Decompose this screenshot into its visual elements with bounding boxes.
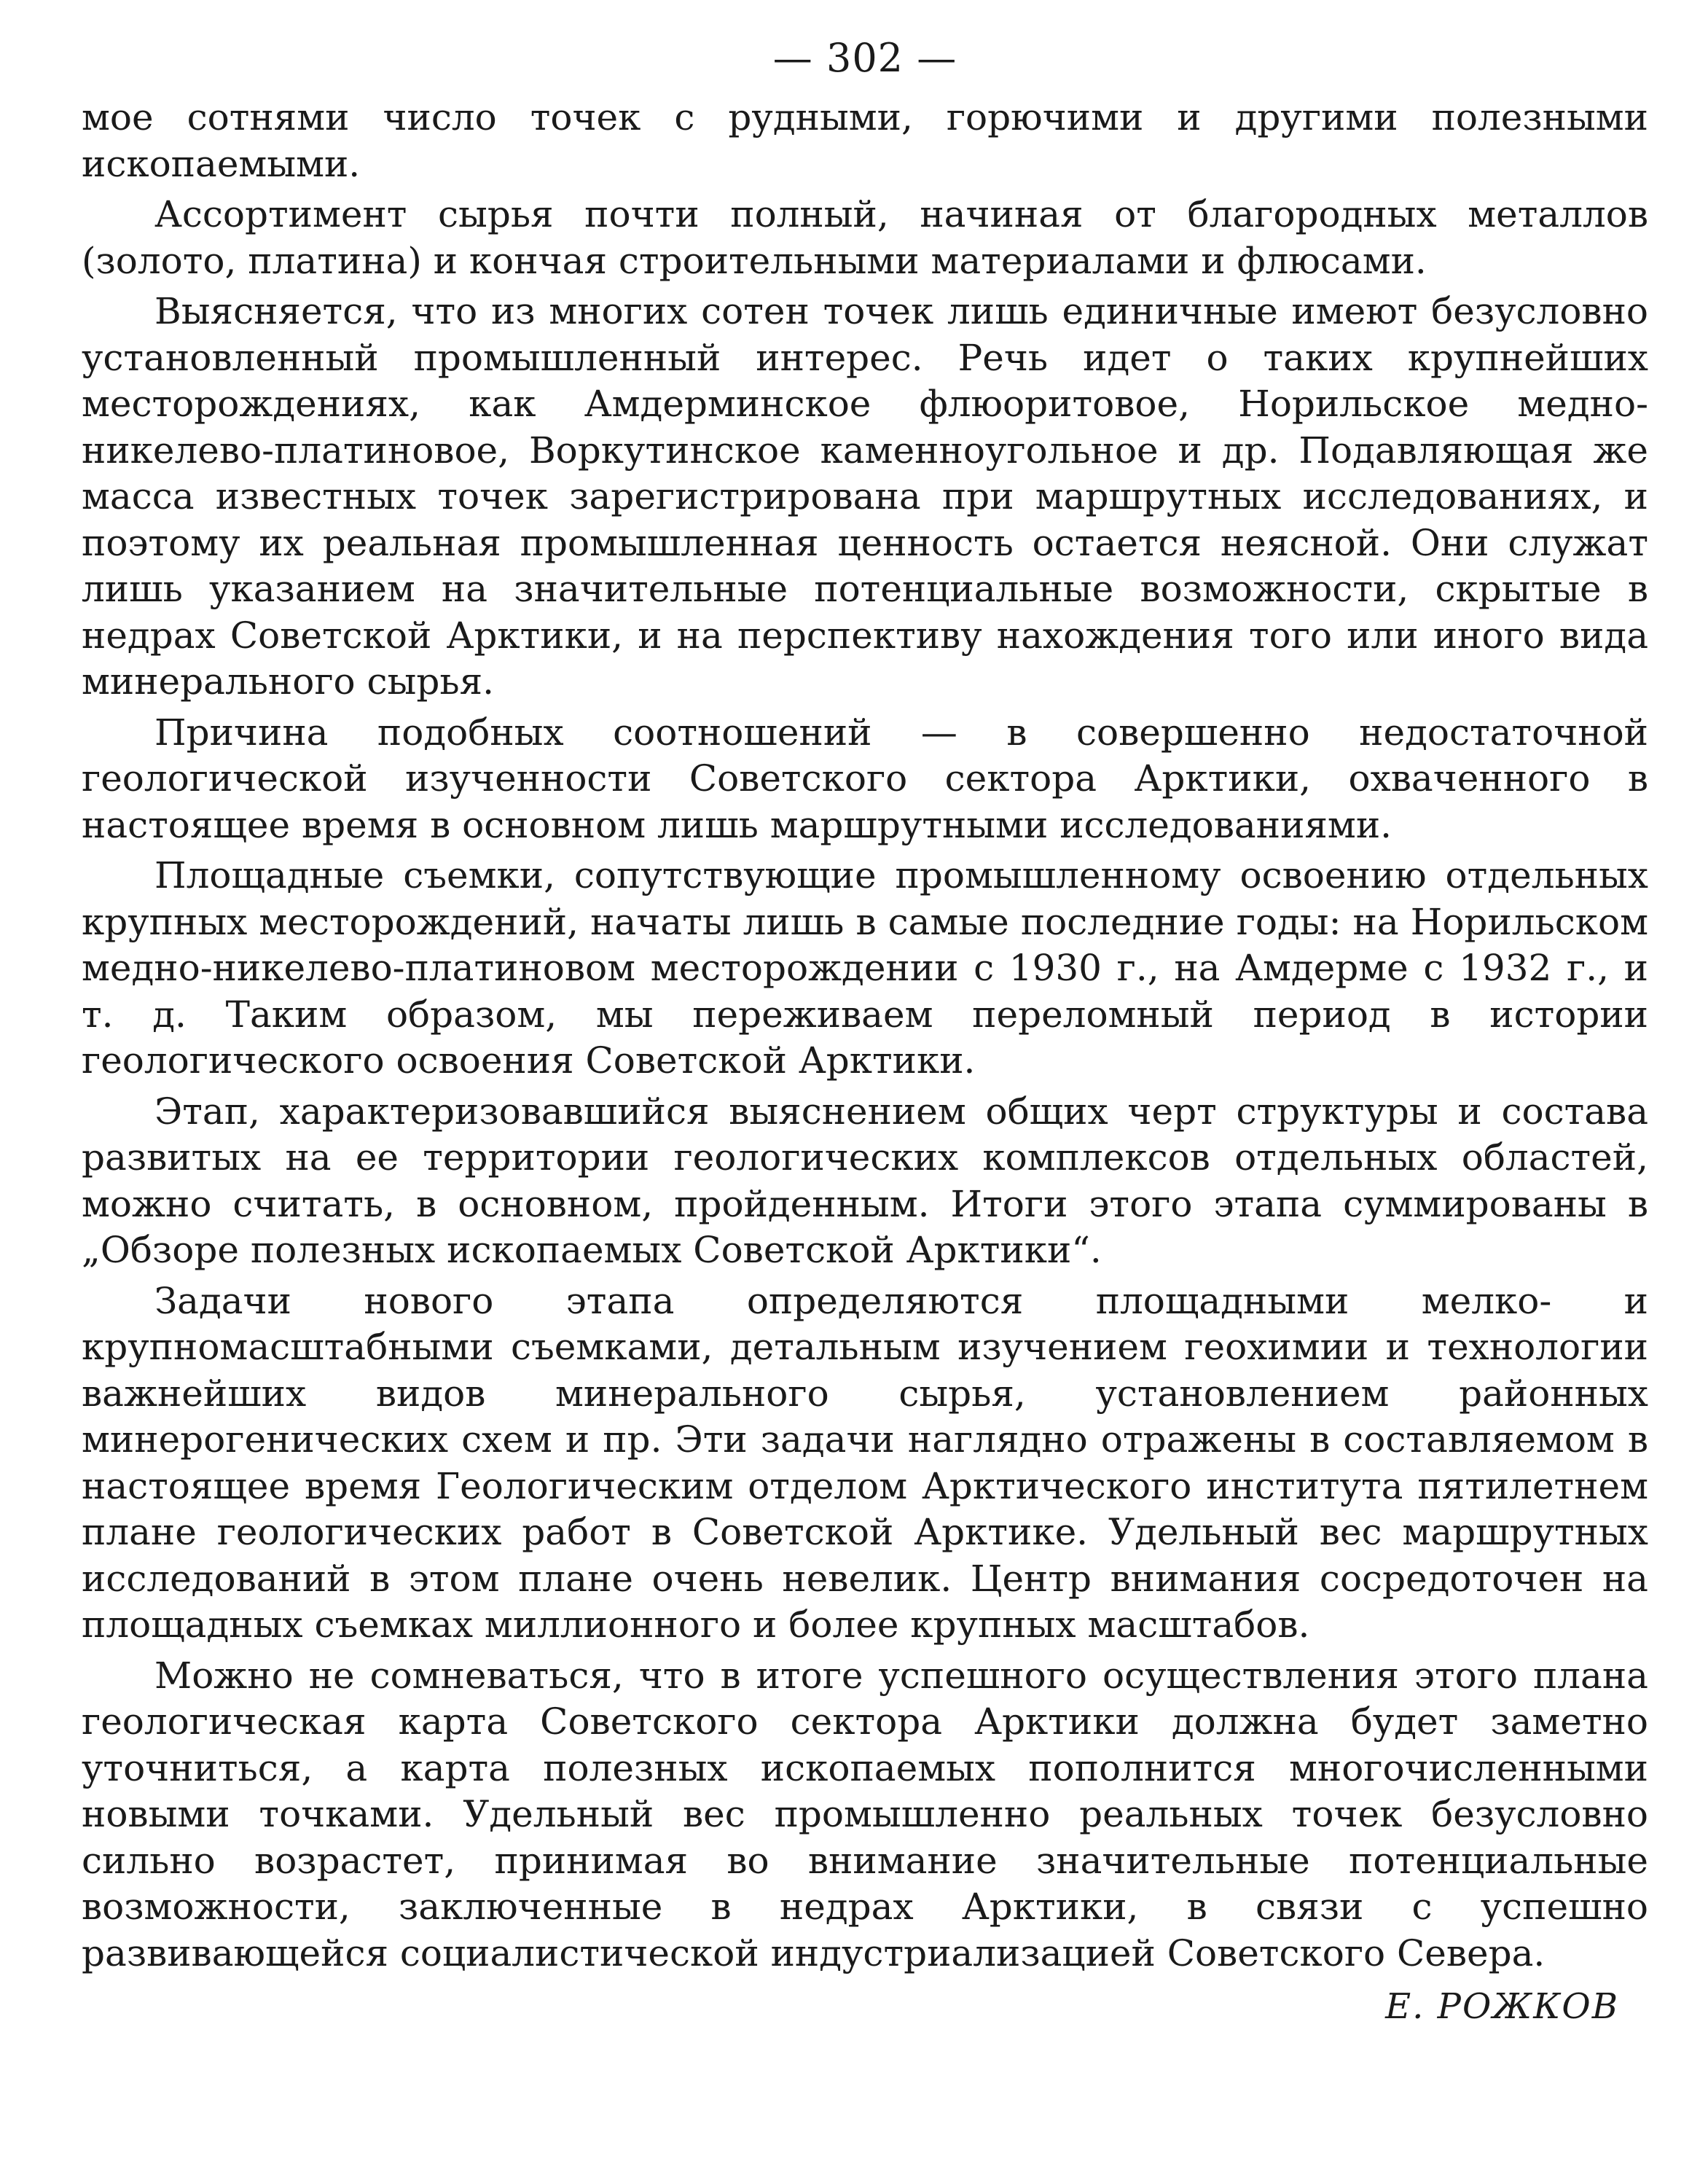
paragraph-5: Площадные съемки, сопутствующие промышленному освоению отдельных крупных месторождений, начаты лишь в самые последние годы: на Норильском медно-никелево-платиновом месторождении с 1930 г., на Амдерме с 1932 г., и т. д. Таким образом, мы переживаем переломный период в истории геологического освоения Советской Арктики. bbox=[82, 854, 1648, 1082]
paragraph-2: Ассортимент сырья почти полный, начиная от благородных металлов (золото, платина) и кончая строительными материалами и флюсами. bbox=[82, 193, 1648, 282]
document-page bbox=[82, 29, 1648, 2157]
author-signature: Е. РОЖКОВ bbox=[1385, 1986, 1619, 2027]
paragraph-3: Выясняется, что из многих сотен точек лишь единичные имеют безусловно установленный промышленный интерес. Речь идет о таких крупнейших месторождениях, как Амдерминское флюоритовое, Норильское медно-никелево-платиновое, Воркутинское каменноугольное и др. Подавляющая же масса известных точек зарегистрирована при маршрутных исследованиях, и поэтому их реальная промышленная ценность остается неясной. Они служат лишь указанием на значительные потенциальные возможности, скрытые в недрах Советской Арктики, и на перспективу нахождения того или иного вида минерального сырья. bbox=[82, 290, 1648, 703]
paragraph-7: Задачи нового этапа определяются площадными мелко- и крупномасштабными съемками, детальным изучением геохимии и технологии важнейших видов минерального сырья, установлением районных минерогенических схем и пр. Эти задачи наглядно отражены в составляемом в настоящее время Геологическим отделом Арктического института пятилетнем плане геологических работ в Советской Арктике. Удельный вес маршрутных исследований в этом плане очень невелик. Центр внимания сосредоточен на площадных съемках миллионного и более крупных масштабов. bbox=[82, 1279, 1648, 1646]
paragraph-4: Причина подобных соотношений — в совершенно недостаточной геологической изученности Советского сектора Арктики, охваченного в настоящее время в основном лишь маршрутными исследованиями. bbox=[82, 711, 1648, 846]
paragraph-6: Этап, характеризовавшийся выяснением общих черт структуры и состава развитых на ее территории геологических комплексов отдельных областей, можно считать, в основном, пройденным. Итоги этого этапа суммированы в „Обзоре полезных ископаемых Советской Арктики“. bbox=[82, 1090, 1648, 1271]
paragraph-8: Можно не сомневаться, что в итоге успешного осуществления этого плана геологическая карта Советского сектора Арктики должна будет заметно уточниться, а карта полезных ископаемых пополнится многочисленными новыми точками. Удельный вес промышленно реальных точек безусловно сильно возрастет, принимая во внимание значительные потенциальные возможности, заключенные в недрах Арктики, в связи с успешно развивающейся социалистической индустриализацией Советского Севера. bbox=[82, 1654, 1648, 1974]
body-text bbox=[82, 95, 1648, 1977]
paragraph-1: мое сотнями число точек с рудными, горючими и другими полезными ископаемыми. bbox=[82, 96, 1648, 185]
page-number: — 302 — bbox=[772, 35, 957, 81]
